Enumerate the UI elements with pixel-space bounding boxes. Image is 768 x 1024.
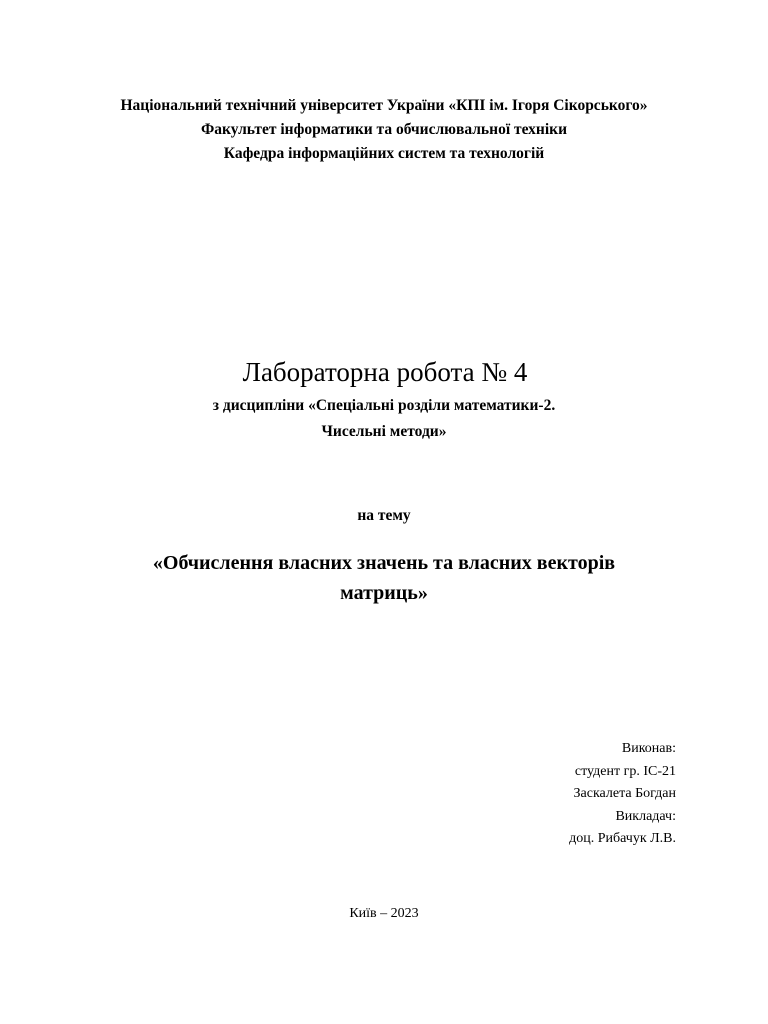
theme-label: на тему [357, 507, 411, 524]
student-name: Заскалета Богдан [573, 786, 676, 801]
university-name: Національний технічний університет України «КПІ ім. Ігоря Сікорського» [120, 97, 648, 114]
performed-label: Виконав: [621, 741, 676, 756]
institution-header [0, 94, 768, 166]
topic-title [0, 548, 768, 608]
city-year: Київ – 2023 [349, 906, 419, 921]
faculty-name: Факультет інформатики та обчислювальної техніки [200, 121, 568, 138]
department-name: Кафедра інформаційних систем та технологій [223, 145, 545, 162]
topic-line-2: матриць» [340, 582, 428, 604]
credits-block [569, 738, 676, 851]
teacher-name: доц. Рибачук Л.В. [569, 831, 676, 846]
lab-title: Лабораторна робота № 4 [242, 357, 528, 387]
discipline-line-2: Чисельні методи» [321, 423, 447, 440]
student-group: студент гр. ІС-21 [574, 763, 676, 779]
topic-line-1: «Обчислення власних значень та власних векторів [152, 552, 616, 574]
discipline-line-1: з дисципліни «Спеціальні розділи математики-2. [212, 397, 556, 414]
teacher-label: Викладач: [615, 808, 676, 824]
title-block [0, 352, 768, 444]
